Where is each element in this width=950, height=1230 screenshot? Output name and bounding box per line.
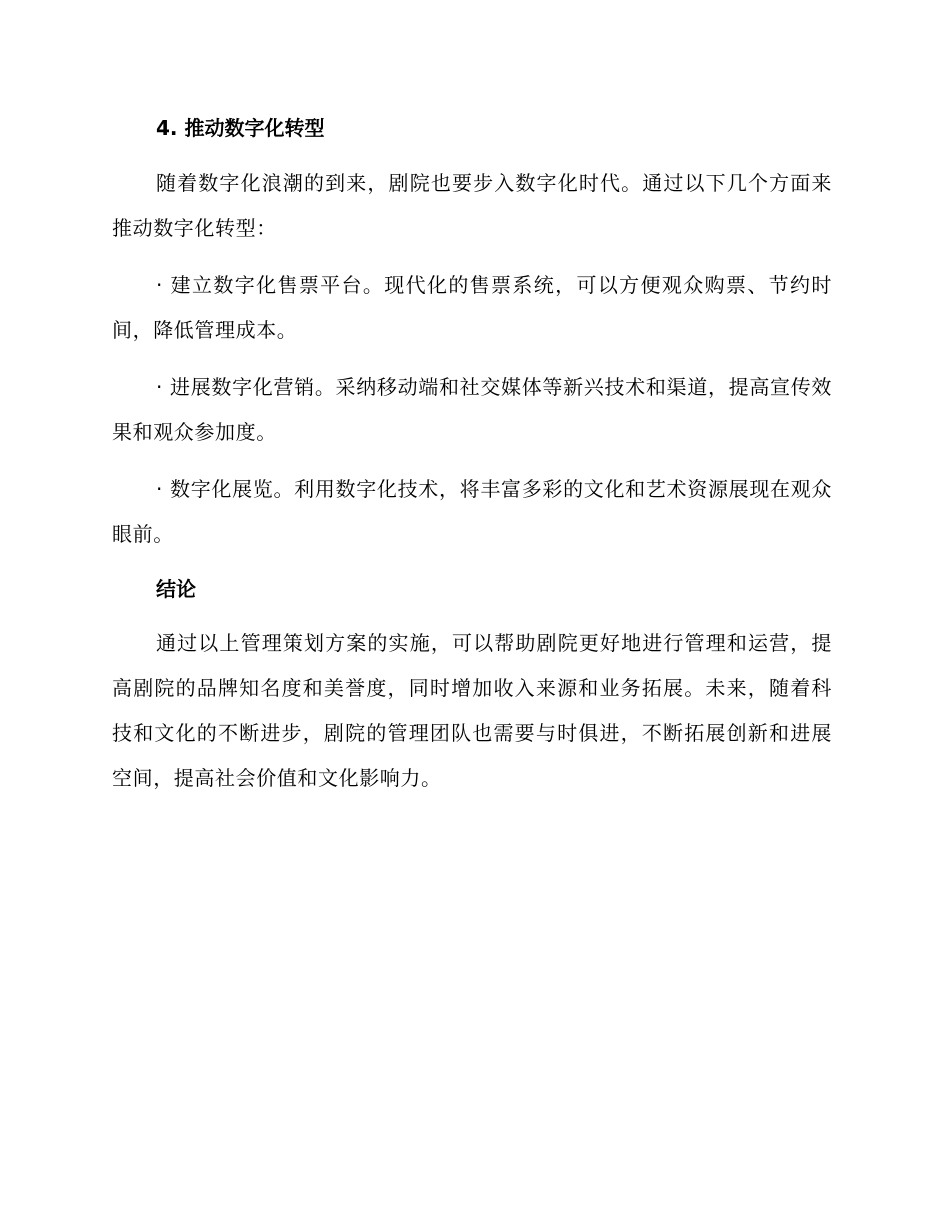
bullet-digital-exhibition: · 数字化展览。利用数字化技术，将丰富多彩的文化和艺术资源展现在观众眼前。: [112, 477, 832, 546]
document-page: [112, 108, 832, 801]
section-heading: 4. 推动数字化转型: [156, 116, 325, 140]
bullet-digital-marketing: · 进展数字化营销。采纳移动端和社交媒体等新兴技术和渠道，提高宣传效果和观众参加度。: [112, 375, 832, 444]
bullet-ticketing-platform: · 建立数字化售票平台。现代化的售票系统，可以方便观众购票、节约时间，降低管理成本。: [112, 273, 832, 342]
conclusion-heading: 结论: [156, 577, 196, 601]
section-intro-paragraph: 随着数字化浪潮的到来，剧院也要步入数字化时代。通过以下几个方面来推动数字化转型：: [112, 171, 832, 240]
conclusion-paragraph: 通过以上管理策划方案的实施，可以帮助剧院更好地进行管理和运营，提高剧院的品牌知名度和美誉度，同时增加收入来源和业务拓展。未来，随着科技和文化的不断进步，剧院的管理团队也需要与时俱进，不断拓展创新和进展空间，提高社会价值和文化影响力。: [112, 631, 832, 790]
